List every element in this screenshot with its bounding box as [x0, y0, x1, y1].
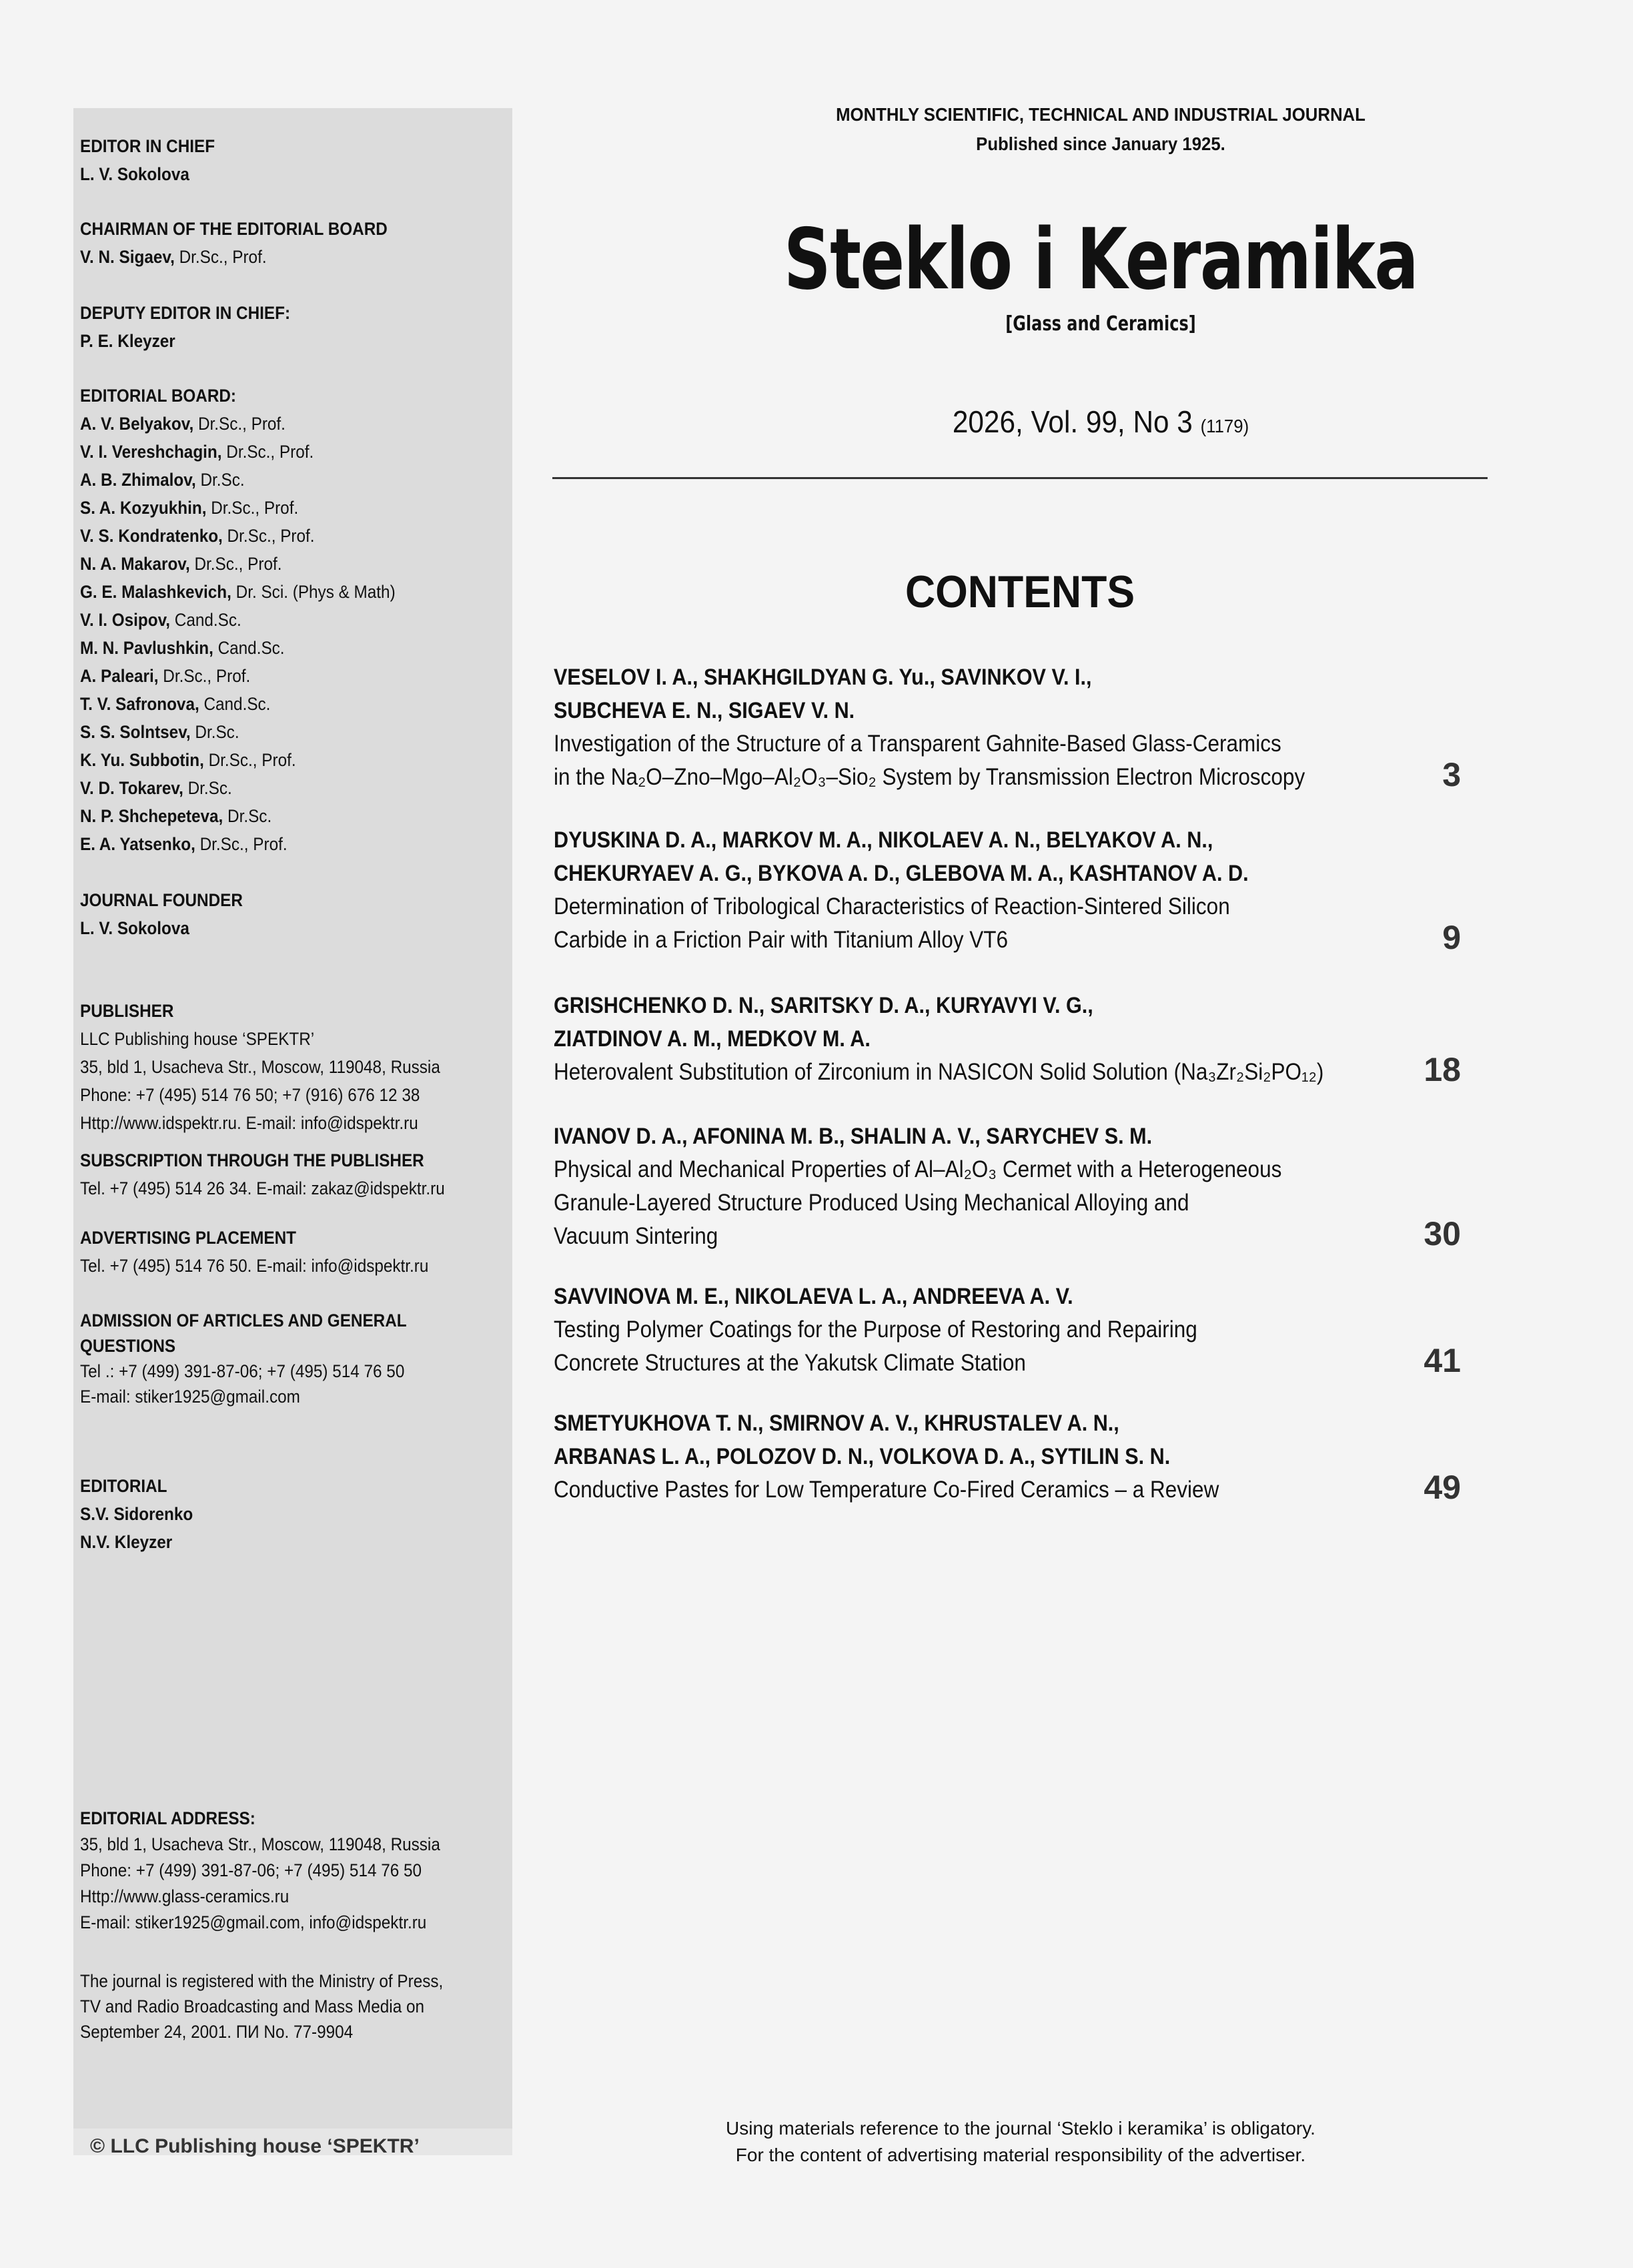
- board-member: [80, 774, 464, 802]
- publisher-line: Http://www.idspektr.ru. E-mail: info@idspektr.ru: [80, 1113, 418, 1133]
- address-line: E-mail: stiker1925@gmail.com, info@idspektr.ru: [80, 1912, 427, 1932]
- board-member: [80, 466, 464, 494]
- registration-line: TV and Radio Broadcasting and Mass Media on: [80, 1996, 424, 2016]
- address-line: Http://www.glass-ceramics.ru: [80, 1886, 290, 1906]
- board-member: [80, 438, 464, 466]
- publisher-block: [80, 997, 464, 1137]
- board-member-name: S. S. Solntsev,: [80, 722, 191, 742]
- contents-entry[interactable]: [554, 661, 1481, 794]
- editorial-name: S.V. Sidorenko: [80, 1504, 193, 1524]
- advertising-line: Tel. +7 (495) 514 76 50. E-mail: info@idspektr.ru: [80, 1256, 429, 1276]
- board-member-title: Dr.Sc., Prof.: [193, 414, 286, 434]
- deputy-editor-name: P. E. Kleyzer: [80, 331, 175, 351]
- founder-block: [80, 886, 464, 942]
- publisher-line: Phone: +7 (495) 514 76 50; +7 (916) 676 12 38: [80, 1085, 420, 1105]
- board-member-title: Dr.Sc.: [183, 778, 232, 798]
- article-page: 30: [1424, 1215, 1461, 1252]
- board-member-title: Dr.Sc., Prof.: [195, 834, 288, 854]
- board-member-name: E. A. Yatsenko,: [80, 834, 195, 854]
- board-member-name: V. D. Tokarev,: [80, 778, 183, 798]
- article-page: 49: [1424, 1469, 1461, 1506]
- section-heading: EDITOR IN CHIEF: [80, 136, 215, 156]
- article-title: Investigation of the Structure of a Transparent Gahnite-Based Glass-Ceramics: [554, 731, 1281, 757]
- editorial-name: N.V. Kleyzer: [80, 1532, 173, 1552]
- issue-volume: 2026, Vol. 99, No 3: [952, 404, 1193, 439]
- contents-entry[interactable]: [554, 1280, 1481, 1380]
- board-member: [80, 410, 464, 438]
- board-member-title: Dr.Sc.: [190, 722, 239, 742]
- journal-subtitle: [Glass and Ceramics]: [1005, 312, 1196, 336]
- footer-reference-note: Using materials reference to the journal ‘Steklo i keramika’ is obligatory.: [726, 2118, 1315, 2139]
- admission-line: Tel .: +7 (499) 391-87-06; +7 (495) 514 76 50: [80, 1361, 405, 1381]
- board-member: [80, 718, 464, 746]
- board-member-title: Dr.Sc., Prof.: [189, 554, 282, 574]
- contents-heading: CONTENTS: [905, 566, 1135, 617]
- article-title: Conductive Pastes for Low Temperature Co-Fired Ceramics – a Review: [554, 1477, 1219, 1503]
- article-page: 18: [1424, 1051, 1461, 1088]
- board-member-title: Dr. Sci. (Phys & Math): [231, 582, 396, 602]
- article-authors: ARBANAS L. A., POLOZOV D. N., VOLKOVA D. A., SYTILIN S. N.: [554, 1444, 1171, 1469]
- article-page: 41: [1424, 1342, 1461, 1379]
- board-member-name: A. B. Zhimalov,: [80, 470, 196, 490]
- article-title: in the Na₂O–Zno–Mgo–Al₂O₃–Sio₂ System by Transmission Electron Microscopy: [554, 764, 1305, 790]
- section-heading: ADMISSION OF ARTICLES AND GENERAL: [80, 1310, 407, 1331]
- registration-line: The journal is registered with the Ministry of Press,: [80, 1971, 444, 1991]
- editorial-address-block: [80, 1806, 464, 1936]
- board-member-name: V. S. Kondratenko,: [80, 526, 223, 546]
- board-member: [80, 494, 464, 522]
- article-authors: SUBCHEVA E. N., SIGAEV V. N.: [554, 698, 855, 723]
- journal-tagline: MONTHLY SCIENTIFIC, TECHNICAL AND INDUSTRIAL JOURNAL: [836, 104, 1366, 125]
- board-member-name: G. E. Malashkevich,: [80, 582, 231, 602]
- board-member-title: Cand.Sc.: [213, 638, 285, 658]
- chairman-title: Dr.Sc., Prof.: [174, 247, 267, 267]
- editor-in-chief-block: [80, 132, 464, 188]
- contents-entry[interactable]: [554, 823, 1481, 957]
- article-authors: DYUSKINA D. A., MARKOV M. A., NIKOLAEV A. N., BELYAKOV A. N.,: [554, 827, 1213, 853]
- board-member-name: M. N. Pavlushkin,: [80, 638, 213, 658]
- admission-line: E-mail: stiker1925@gmail.com: [80, 1387, 300, 1407]
- board-member-name: N. P. Shchepeteva,: [80, 806, 223, 826]
- board-member-name: S. A. Kozyukhin,: [80, 498, 207, 518]
- article-authors: VESELOV I. A., SHAKHGILDYAN G. Yu., SAVINKOV V. I.,: [554, 665, 1092, 690]
- contents-entry[interactable]: [554, 1407, 1481, 1507]
- article-page: 9: [1442, 919, 1461, 956]
- subscription-line: Tel. +7 (495) 514 26 34. E-mail: zakaz@idspektr.ru: [80, 1178, 445, 1198]
- article-authors: SAVVINOVA M. E., NIKOLAEVA L. A., ANDREEVA A. V.: [554, 1284, 1073, 1309]
- copyright-notice: © LLC Publishing house ‘SPEKTR’: [90, 2135, 420, 2157]
- board-member-title: Dr.Sc., Prof.: [203, 750, 296, 770]
- issue-info: [690, 404, 1512, 440]
- article-title: Carbide in a Friction Pair with Titanium Alloy VT6: [554, 927, 1009, 953]
- board-member: [80, 746, 464, 774]
- board-member: [80, 634, 464, 662]
- journal-title: Steklo i Keramika: [783, 210, 1418, 308]
- article-title: Physical and Mechanical Properties of Al–Al₂O₃ Cermet with a Heterogeneous: [554, 1156, 1282, 1182]
- article-authors: GRISHCHENKO D. N., SARITSKY D. A., KURYAVYI V. G.,: [554, 993, 1093, 1018]
- article-page: 3: [1442, 756, 1461, 793]
- article-authors: CHEKURYAEV A. G., BYKOVA A. D., GLEBOVA M. A., KASHTANOV A. D.: [554, 861, 1249, 886]
- board-member: [80, 802, 464, 830]
- article-title: Vacuum Sintering: [554, 1223, 718, 1249]
- deputy-editor-block: [80, 299, 464, 355]
- board-member: [80, 830, 464, 858]
- section-heading: QUESTIONS: [80, 1336, 176, 1356]
- section-heading: EDITORIAL ADDRESS:: [80, 1808, 255, 1828]
- article-title: Concrete Structures at the Yakutsk Climate Station: [554, 1350, 1026, 1376]
- article-title: Heterovalent Substitution of Zirconium in NASICON Solid Solution (Na₃Zr₂Si₂PO₁₂): [554, 1059, 1324, 1085]
- board-member-name: V. I. Vereshchagin,: [80, 442, 222, 462]
- article-title: Testing Polymer Coatings for the Purpose of Restoring and Repairing: [554, 1316, 1197, 1343]
- board-member-name: A. V. Belyakov,: [80, 414, 194, 434]
- board-member: [80, 522, 464, 550]
- editorial-board-block: [80, 382, 464, 858]
- board-member-title: Dr.Sc., Prof.: [206, 498, 299, 518]
- article-authors: SMETYUKHOVA T. N., SMIRNOV A. V., KHRUSTALEV A. N.,: [554, 1411, 1119, 1436]
- advertising-block: [80, 1224, 464, 1280]
- journal-since: Published since January 1925.: [976, 133, 1225, 154]
- footer-advertising-note: For the content of advertising material responsibility of the advertiser.: [735, 2145, 1306, 2165]
- board-member-title: Dr.Sc.: [223, 806, 272, 826]
- article-title: Granule-Layered Structure Produced Using Mechanical Alloying and: [554, 1190, 1189, 1216]
- editorial-block: [80, 1472, 464, 1556]
- article-authors: ZIATDINOV A. M., MEDKOV M. A.: [554, 1026, 871, 1052]
- board-member-title: Dr.Sc., Prof.: [222, 526, 315, 546]
- section-heading: ADVERTISING PLACEMENT: [80, 1228, 297, 1248]
- board-member-name: T. V. Safronova,: [80, 694, 199, 714]
- board-member-title: Dr.Sc., Prof.: [221, 442, 314, 462]
- publisher-line: 35, bld 1, Usacheva Str., Moscow, 119048, Russia: [80, 1057, 440, 1077]
- board-member-name: K. Yu. Subbotin,: [80, 750, 204, 770]
- registration-block: [80, 1968, 464, 2044]
- admission-block: [80, 1308, 464, 1409]
- address-line: 35, bld 1, Usacheva Str., Moscow, 119048, Russia: [80, 1834, 440, 1854]
- board-member-name: V. I. Osipov,: [80, 610, 171, 630]
- publisher-line: LLC Publishing house ‘SPEKTR’: [80, 1029, 315, 1049]
- board-member-title: Dr.Sc.: [195, 470, 245, 490]
- board-member: [80, 550, 464, 578]
- board-member: [80, 662, 464, 690]
- board-member-title: Cand.Sc.: [199, 694, 271, 714]
- contents-entry[interactable]: [554, 989, 1481, 1089]
- subscription-block: [80, 1146, 464, 1202]
- board-member-title: Dr.Sc., Prof.: [158, 666, 251, 686]
- section-heading: SUBSCRIPTION THROUGH THE PUBLISHER: [80, 1150, 424, 1170]
- board-member-name: A. Paleari,: [80, 666, 159, 686]
- section-heading: EDITORIAL BOARD:: [80, 386, 237, 406]
- header-divider: [552, 477, 1488, 479]
- issue-number: (1179): [1200, 416, 1249, 436]
- board-member: [80, 606, 464, 634]
- section-heading: JOURNAL FOUNDER: [80, 890, 243, 910]
- registration-line: September 24, 2001. ПИ No. 77-9904: [80, 2022, 354, 2042]
- board-member: [80, 578, 464, 606]
- address-line: Phone: +7 (499) 391-87-06; +7 (495) 514 76 50: [80, 1860, 422, 1880]
- founder-name: L. V. Sokolova: [80, 918, 189, 938]
- article-authors: IVANOV D. A., AFONINA M. B., SHALIN A. V., SARYCHEV S. M.: [554, 1124, 1153, 1149]
- chairman-block: [80, 215, 464, 271]
- section-heading: EDITORIAL: [80, 1476, 167, 1496]
- section-heading: DEPUTY EDITOR IN CHIEF:: [80, 303, 291, 323]
- section-heading: PUBLISHER: [80, 1001, 174, 1021]
- contents-entry[interactable]: [554, 1120, 1481, 1253]
- editor-in-chief-name: L. V. Sokolova: [80, 164, 189, 184]
- board-member-title: Cand.Sc.: [170, 610, 241, 630]
- article-title: Determination of Tribological Characteristics of Reaction-Sintered Silicon: [554, 893, 1230, 919]
- board-member-name: N. A. Makarov,: [80, 554, 190, 574]
- section-heading: CHAIRMAN OF THE EDITORIAL BOARD: [80, 219, 388, 239]
- chairman-name: V. N. Sigaev,: [80, 247, 175, 267]
- board-member: [80, 690, 464, 718]
